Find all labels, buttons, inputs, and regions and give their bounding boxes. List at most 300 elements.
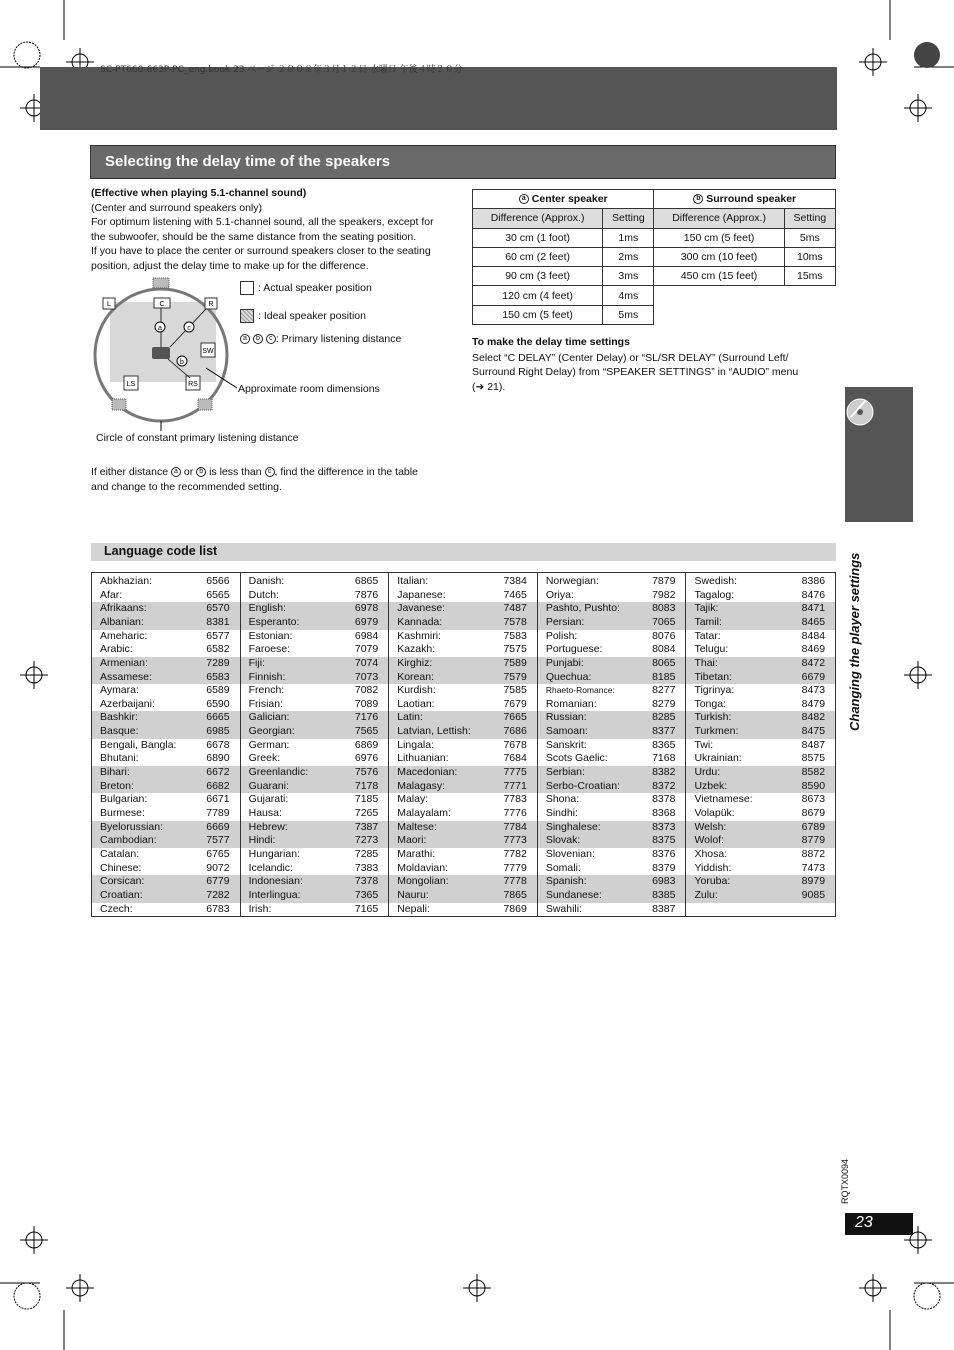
- diagram-label-sw: SW: [202, 348, 214, 355]
- language-row: [397, 739, 527, 753]
- language-code: 7982: [652, 588, 676, 601]
- language-code: 7265: [354, 807, 379, 820]
- table-cell: 10ms: [784, 247, 835, 266]
- language-row: [546, 725, 676, 739]
- language-code: 7686: [503, 725, 527, 738]
- table-cell: 5ms: [603, 305, 654, 324]
- language-code: 7784: [503, 820, 527, 833]
- language-pair: [241, 630, 389, 657]
- language-name: Arabic:: [100, 643, 133, 656]
- language-pair: [538, 766, 686, 793]
- language-code: 7178: [354, 779, 379, 792]
- language-code: 8386: [801, 575, 826, 587]
- language-row: [397, 821, 527, 835]
- language-pair: [241, 602, 389, 629]
- language-row: [397, 766, 527, 780]
- language-pair: [538, 602, 686, 629]
- language-pair: [686, 657, 835, 684]
- language-name: Moldavian:: [397, 861, 448, 874]
- language-pair: [538, 684, 686, 711]
- language-name: Swahili:: [545, 902, 583, 915]
- language-row: [100, 643, 230, 657]
- table-cell: 60 cm (2 feet): [473, 247, 603, 266]
- language-code: 8484: [801, 629, 826, 642]
- language-row: [397, 657, 527, 671]
- language-pair: [92, 903, 240, 930]
- language-code: 8375: [652, 834, 676, 847]
- language-pair: [241, 793, 389, 820]
- language-code: 7776: [503, 807, 527, 820]
- language-name: Latvian, Lettish:: [397, 725, 471, 738]
- language-name: Nepali:: [397, 902, 430, 915]
- language-row: [397, 834, 527, 848]
- note-text: and change to the recommended setting.: [91, 480, 282, 493]
- language-name: German:: [248, 738, 290, 751]
- language-row: [249, 711, 379, 725]
- language-name: Italian:: [397, 575, 429, 587]
- language-name: Malay:: [397, 793, 429, 806]
- note-text: If either distance: [91, 466, 169, 478]
- language-row: [397, 793, 527, 807]
- language-name: Portuguese:: [545, 643, 603, 656]
- language-pair: [92, 602, 240, 629]
- language-code: 8979: [801, 875, 826, 888]
- language-name: French:: [248, 684, 285, 697]
- language-code: 6865: [354, 575, 379, 587]
- language-row: [100, 589, 230, 603]
- language-row: [397, 671, 527, 685]
- delay-intro: [91, 186, 461, 273]
- language-row: [546, 589, 676, 603]
- language-column: [389, 573, 538, 916]
- language-name: Serbian:: [545, 766, 585, 779]
- language-row: [694, 834, 825, 848]
- language-code: 8365: [652, 738, 676, 751]
- language-name: Tigrinya:: [694, 684, 735, 697]
- language-code: 7879: [652, 575, 676, 587]
- language-code: 6679: [801, 670, 826, 683]
- language-row: [100, 630, 230, 644]
- language-code: 8083: [652, 602, 676, 615]
- language-name: Turkmen:: [694, 725, 739, 738]
- diagram-label-b: b: [180, 359, 184, 366]
- language-name: Esperanto:: [248, 615, 300, 628]
- language-code: 8473: [801, 684, 826, 697]
- language-code: 6976: [354, 752, 379, 765]
- diagram-label-c-speaker: C: [159, 301, 165, 308]
- howto-line: Select “C DELAY” (Center Delay) or “SL/SR DELAY” (Surround Left/: [472, 351, 789, 364]
- language-row: [546, 643, 676, 657]
- language-code: 6672: [206, 766, 230, 779]
- language-code: 8368: [652, 807, 676, 820]
- language-row: [100, 575, 230, 589]
- legend-ideal: : Ideal speaker position: [258, 309, 366, 322]
- language-row: [397, 575, 527, 589]
- language-code: 8590: [801, 779, 826, 792]
- language-code: 6577: [206, 629, 230, 642]
- language-name: Twi:: [694, 738, 714, 751]
- note-text: or: [183, 466, 194, 478]
- circle-a-icon: a: [171, 467, 181, 477]
- language-pair: [389, 684, 537, 711]
- ideal-position-icon: [240, 309, 254, 323]
- language-code: 8279: [652, 697, 676, 710]
- intro-line: For optimum listening with 5.1-channel sound, all the speakers, except for: [91, 216, 434, 228]
- howto-block: [472, 335, 837, 394]
- language-row: [249, 739, 379, 753]
- language-code: 7684: [503, 752, 527, 765]
- circle-c-icon: c: [266, 334, 276, 344]
- language-name: Singhalese:: [545, 820, 601, 833]
- language-code: 8479: [801, 697, 826, 710]
- language-name: Indonesian:: [248, 875, 303, 888]
- language-row: [249, 793, 379, 807]
- language-pair: [92, 684, 240, 711]
- language-row: [397, 643, 527, 657]
- language-name: Samoan:: [545, 725, 588, 738]
- language-name: Croatian:: [100, 888, 143, 901]
- language-code: 7782: [503, 847, 527, 860]
- language-name: Scots Gaelic:: [545, 752, 608, 765]
- language-row: [100, 862, 230, 876]
- language-code: 8476: [801, 588, 826, 601]
- language-row: [397, 848, 527, 862]
- col-header: Difference (Approx.): [473, 209, 603, 228]
- language-row: [694, 903, 825, 917]
- language-code: 7074: [354, 656, 379, 669]
- side-tab: [845, 387, 913, 522]
- language-row: [249, 875, 379, 889]
- language-code: 7876: [354, 588, 379, 601]
- language-name: Albanian:: [100, 615, 144, 628]
- language-code: 8469: [801, 643, 826, 656]
- language-row: [249, 780, 379, 794]
- print-line: SC-PT660-663P-PC_eng.book 23 ページ ２００８年３月１２日 水曜日 午後４時２０分: [100, 65, 463, 75]
- language-name: Thai:: [694, 656, 718, 669]
- language-code: 8679: [801, 807, 826, 820]
- language-row: [694, 889, 825, 903]
- language-row: [100, 848, 230, 862]
- language-code: 8381: [206, 615, 230, 628]
- legend-actual: : Actual speaker position: [258, 281, 372, 294]
- language-row: [100, 602, 230, 616]
- language-row: [249, 889, 379, 903]
- language-row: [397, 602, 527, 616]
- language-row: [100, 616, 230, 630]
- language-name: Yiddish:: [694, 861, 732, 874]
- language-code: 7383: [354, 861, 379, 874]
- language-row: [100, 834, 230, 848]
- language-column: [538, 573, 687, 916]
- language-pair: [92, 711, 240, 738]
- language-row: [546, 807, 676, 821]
- disc-icon: [845, 387, 913, 447]
- language-row: [546, 657, 676, 671]
- table-row: [473, 305, 836, 324]
- language-name: Sindhi:: [545, 807, 578, 820]
- header-bar: [40, 67, 837, 130]
- language-pair: [92, 766, 240, 793]
- circle-b-icon: b: [253, 334, 263, 344]
- language-row: [694, 589, 825, 603]
- language-pair: [686, 793, 835, 820]
- col-header: Setting: [784, 209, 835, 228]
- language-row: [249, 903, 379, 917]
- language-row: [546, 698, 676, 712]
- language-pair: [92, 630, 240, 657]
- language-name: Byelorussian:: [100, 820, 164, 833]
- language-pair: [241, 657, 389, 684]
- language-code: 7073: [354, 670, 379, 683]
- language-code: 6582: [206, 643, 230, 656]
- language-code: 6566: [206, 575, 230, 587]
- language-code: 8285: [652, 711, 676, 724]
- language-name: Gujarati:: [248, 793, 289, 806]
- language-name: Afrikaans:: [100, 602, 147, 615]
- language-name: Estonian:: [248, 629, 293, 642]
- table-cell: 150 cm (5 feet): [473, 305, 603, 324]
- language-name: Maori:: [397, 834, 427, 847]
- language-code: 8385: [652, 888, 676, 901]
- language-name: Welsh:: [694, 820, 727, 833]
- circle-b-icon: b: [196, 467, 206, 477]
- language-row: [546, 875, 676, 889]
- language-name: Malayalam:: [397, 807, 451, 820]
- language-pair: [92, 793, 240, 820]
- language-row: [249, 657, 379, 671]
- language-pair: [241, 575, 389, 602]
- language-name: Yoruba:: [694, 875, 731, 888]
- language-row: [694, 766, 825, 780]
- language-name: Vietnamese:: [694, 793, 753, 806]
- language-code: 8378: [652, 793, 676, 806]
- language-pair: [389, 739, 537, 766]
- language-code: 6765: [206, 847, 230, 860]
- diagram-label-r: R: [208, 301, 214, 308]
- language-row: [546, 739, 676, 753]
- delay-table: [472, 189, 836, 325]
- language-name: Marathi:: [397, 847, 436, 860]
- language-row: [694, 780, 825, 794]
- language-row: [249, 766, 379, 780]
- language-name: Danish:: [248, 575, 285, 587]
- language-code: 8277: [652, 684, 676, 697]
- language-row: [546, 711, 676, 725]
- diagram-label-rs: RS: [188, 381, 198, 388]
- language-row: [397, 807, 527, 821]
- language-code: 8482: [801, 711, 826, 724]
- language-name: Hausa:: [248, 807, 282, 820]
- language-code: 7079: [354, 643, 379, 656]
- language-pair: [92, 575, 240, 602]
- language-code: 7089: [354, 697, 379, 710]
- section-title-language: Language code list: [91, 543, 836, 561]
- intro-line: the subwoofer, should be the same distance from the seating position.: [91, 230, 417, 243]
- language-row: [546, 780, 676, 794]
- language-pair: [389, 848, 537, 875]
- language-name: Sundanese:: [545, 888, 602, 901]
- note-text: , find the difference in the table: [274, 466, 418, 478]
- language-name: Pashto, Pushto:: [545, 602, 620, 615]
- language-code: 6589: [206, 684, 230, 697]
- table-cell: 2ms: [603, 247, 654, 266]
- language-name: Kurdish:: [397, 684, 436, 697]
- language-code: 7168: [652, 752, 676, 765]
- language-name: Finnish:: [248, 670, 286, 683]
- language-row: [397, 780, 527, 794]
- language-pair: [389, 575, 537, 602]
- language-row: [694, 657, 825, 671]
- language-row: [249, 807, 379, 821]
- language-code: 8872: [801, 847, 826, 860]
- table-cell: 5ms: [784, 228, 835, 247]
- note-text: is less than: [209, 466, 262, 478]
- language-code: 8065: [652, 656, 676, 669]
- language-name: Tagalog:: [694, 588, 735, 601]
- language-row: [694, 739, 825, 753]
- language-pair: [686, 711, 835, 738]
- language-code: 6869: [354, 738, 379, 751]
- language-row: [397, 684, 527, 698]
- language-code: 7775: [503, 766, 527, 779]
- language-row: [100, 766, 230, 780]
- language-pair: [241, 821, 389, 848]
- language-name: Assamese:: [100, 670, 152, 683]
- language-name: Urdu:: [694, 766, 721, 779]
- language-name: Uzbek:: [694, 779, 728, 792]
- language-name: Dutch:: [248, 588, 279, 601]
- language-code: 7273: [354, 834, 379, 847]
- language-code: 7289: [206, 656, 230, 669]
- language-code: 8387: [652, 902, 676, 915]
- language-pair: [686, 575, 835, 602]
- language-name: Icelandic:: [248, 861, 293, 874]
- language-name: Spanish:: [545, 875, 587, 888]
- language-row: [397, 725, 527, 739]
- speaker-layout-diagram: [90, 275, 240, 435]
- language-code: 8377: [652, 725, 676, 738]
- language-code: 6779: [206, 875, 230, 888]
- table-row: [473, 247, 836, 266]
- language-code: 6890: [206, 752, 230, 765]
- table-cell: 1ms: [603, 228, 654, 247]
- table-row: [473, 286, 836, 305]
- language-row: [100, 780, 230, 794]
- language-code: 6789: [801, 820, 826, 833]
- language-row: [397, 889, 527, 903]
- language-row: [100, 903, 230, 917]
- language-pair: [686, 739, 835, 766]
- language-name: Norwegian:: [545, 575, 599, 587]
- language-name: Sanskrit:: [545, 738, 587, 751]
- language-row: [397, 862, 527, 876]
- language-code: 7285: [354, 847, 379, 860]
- language-row: [249, 821, 379, 835]
- language-code: 6979: [354, 615, 379, 628]
- language-row: [546, 821, 676, 835]
- language-row: [397, 616, 527, 630]
- doc-code-text: RQTX0094: [840, 1158, 850, 1204]
- legend-circle: Circle of constant primary listening distance: [96, 432, 299, 444]
- language-row: [546, 848, 676, 862]
- table-cell: 30 cm (1 foot): [473, 228, 603, 247]
- language-name: Javanese:: [397, 602, 446, 615]
- language-row: [249, 630, 379, 644]
- language-pair: [92, 739, 240, 766]
- legend-primary: : Primary listening distance: [275, 333, 402, 345]
- language-name: Kannada:: [397, 615, 443, 628]
- language-row: [100, 684, 230, 698]
- language-row: [694, 575, 825, 589]
- language-row: [546, 575, 676, 589]
- language-code: 6984: [354, 629, 379, 642]
- language-name: Bihari:: [100, 766, 130, 779]
- language-name: Turkish:: [694, 711, 732, 724]
- language-code: 7378: [354, 875, 379, 888]
- language-code: 6978: [354, 602, 379, 615]
- page-number: 23: [845, 1213, 913, 1235]
- language-code: 7579: [503, 670, 527, 683]
- language-code: 7473: [801, 861, 826, 874]
- language-pair: [241, 903, 389, 930]
- language-name: Korean:: [397, 670, 434, 683]
- language-code: 7065: [652, 615, 676, 628]
- intro-line: position, adjust the delay time to make up for the difference.: [91, 259, 369, 272]
- language-name: Lithuanian:: [397, 752, 449, 765]
- language-row: [397, 630, 527, 644]
- language-row: [694, 616, 825, 630]
- language-code: 9085: [801, 888, 826, 901]
- language-code: 7176: [354, 711, 379, 724]
- language-row: [249, 698, 379, 712]
- language-row: [249, 752, 379, 766]
- language-code: 7384: [503, 575, 527, 587]
- language-code: 8376: [652, 847, 676, 860]
- language-code: 7575: [503, 643, 527, 656]
- language-row: [100, 671, 230, 685]
- language-code: 8673: [801, 793, 826, 806]
- language-name: Serbo-Croatian:: [545, 779, 620, 792]
- language-code: 6678: [206, 738, 230, 751]
- language-name: Macedonian:: [397, 766, 458, 779]
- language-code: 7869: [503, 902, 527, 915]
- language-row: [546, 602, 676, 616]
- language-pair: [538, 821, 686, 848]
- language-code: 6671: [206, 793, 230, 806]
- language-code: 6783: [206, 902, 230, 915]
- language-row: [249, 602, 379, 616]
- language-pair: [686, 875, 835, 902]
- language-code: 6565: [206, 588, 230, 601]
- language-row: [694, 698, 825, 712]
- language-code: 7771: [503, 779, 527, 792]
- table-cell: 450 cm (15 feet): [654, 267, 784, 286]
- language-pair: [389, 875, 537, 902]
- language-row: [100, 752, 230, 766]
- language-row: [546, 630, 676, 644]
- howto-line: Surround Right Delay) from “SPEAKER SETTINGS” in “AUDIO” menu: [472, 366, 799, 378]
- language-name: Hungarian:: [248, 847, 300, 860]
- circle-b-icon: b: [693, 194, 703, 204]
- language-code: 6570: [206, 602, 230, 615]
- language-code: 7487: [503, 602, 527, 615]
- language-pair: [686, 684, 835, 711]
- difference-note: [91, 465, 461, 494]
- language-pair: [241, 739, 389, 766]
- language-pair: [538, 793, 686, 820]
- language-row: [249, 834, 379, 848]
- language-row: [694, 793, 825, 807]
